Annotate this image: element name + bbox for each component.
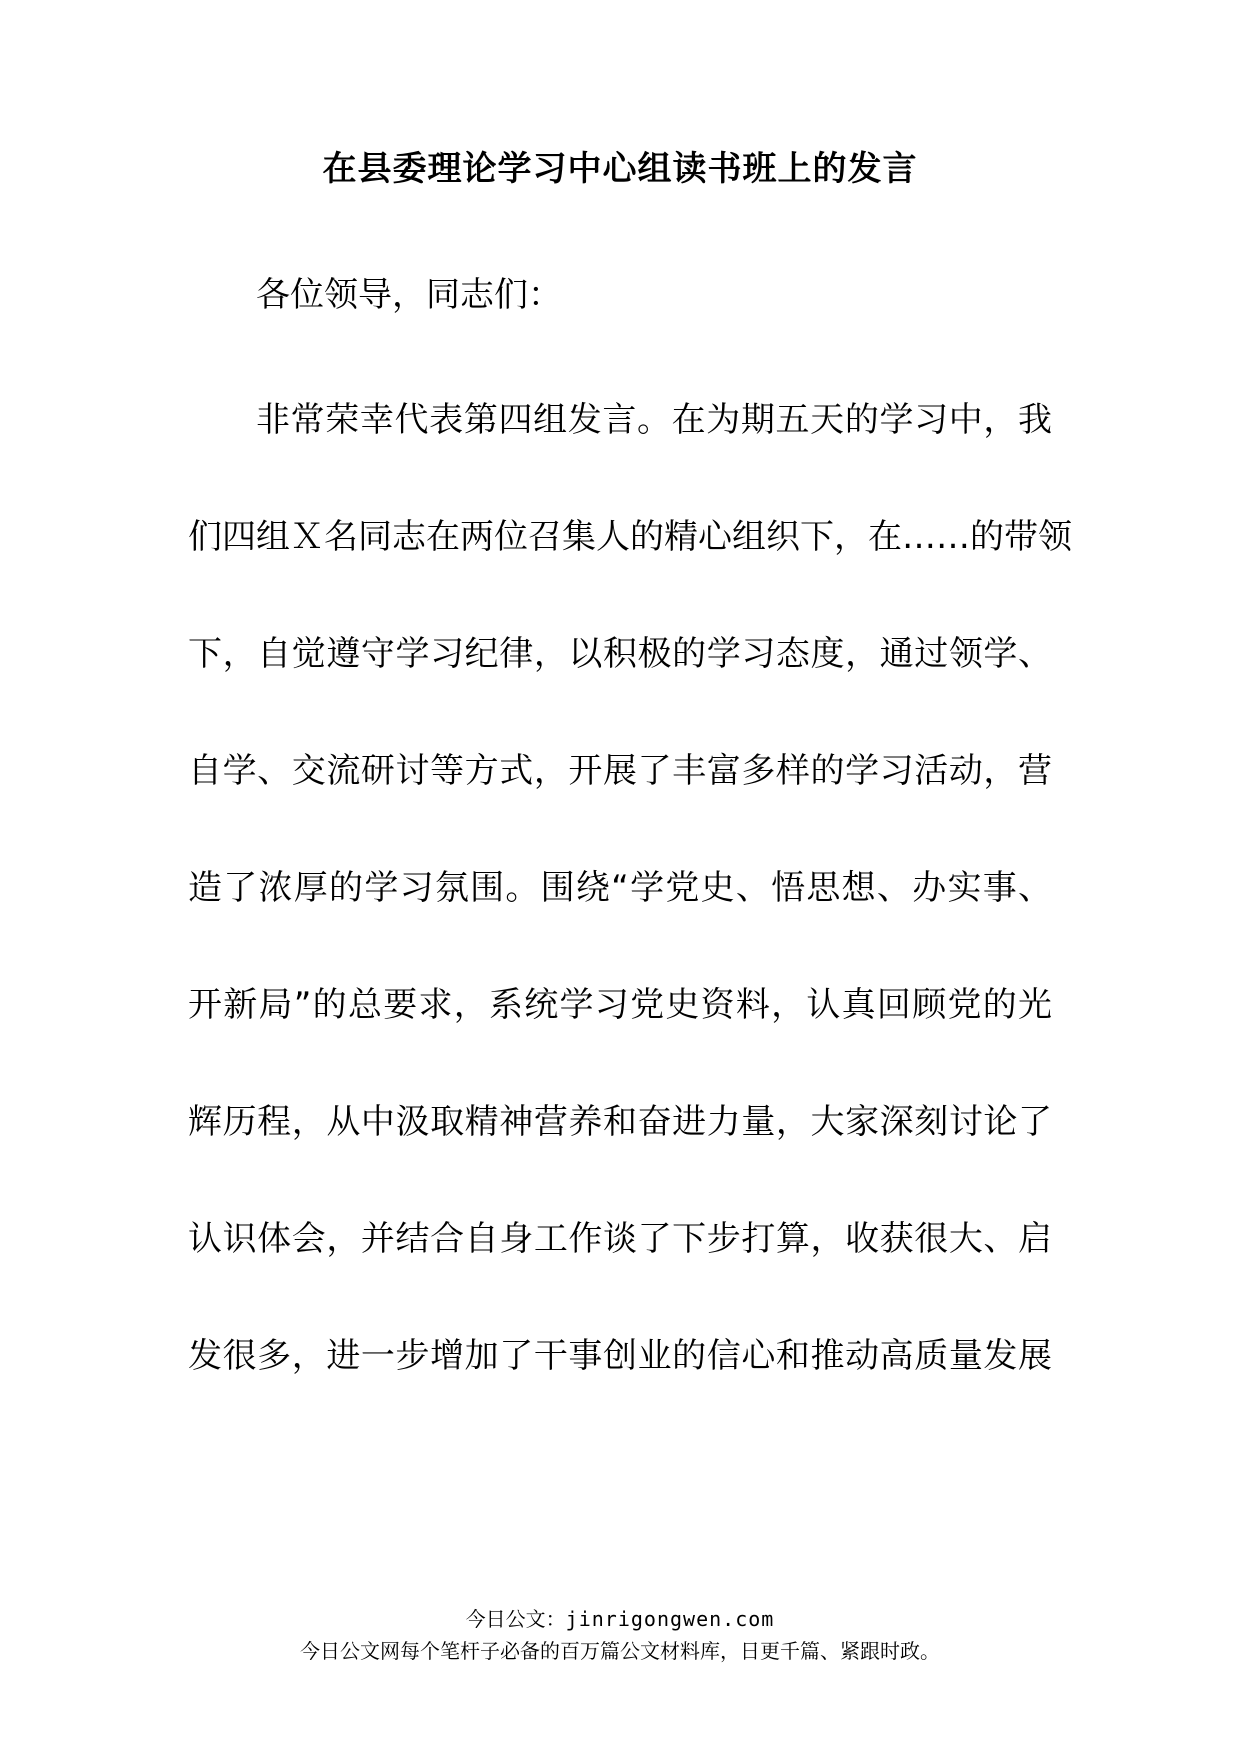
footer-site-label: 今日公文：	[465, 1607, 566, 1631]
body-line: 认识体会，并结合自身工作谈了下步打算，收获很大、启	[188, 1219, 1052, 1259]
body-line: 辉历程，从中汲取精神营养和奋进力量，大家深刻讨论了	[188, 1102, 1052, 1142]
footer-site	[0, 1606, 1240, 1632]
footer-slogan: 今日公文网每个笔杆子必备的百万篇公文材料库，日更千篇、紧跟时政。	[300, 1639, 940, 1663]
body-line: 们四组Ｘ名同志在两位召集人的精心组织下，在……的带领	[188, 517, 1072, 557]
body-line: 下，自觉遵守学习纪律，以积极的学习态度，通过领学、	[188, 634, 1052, 674]
document-title: 在县委理论学习中心组读书班上的发言	[322, 149, 918, 189]
body-line: 造了浓厚的学习氛围。围绕“学党史、悟思想、办实事、	[188, 868, 1052, 908]
body-line: 非常荣幸代表第四组发言。在为期五天的学习中，我	[256, 400, 1052, 440]
body-line: 开新局”的总要求，系统学习党史资料，认真回顾党的光	[188, 985, 1052, 1025]
body-line: 自学、交流研讨等方式，开展了丰富多样的学习活动，营	[188, 751, 1052, 791]
salutation: 各位领导，同志们：	[256, 275, 562, 315]
body-line: 发很多，进一步增加了干事创业的信心和推动高质量发展	[188, 1336, 1052, 1376]
footer-site-url[interactable]: jinrigongwen.com	[565, 1607, 775, 1631]
